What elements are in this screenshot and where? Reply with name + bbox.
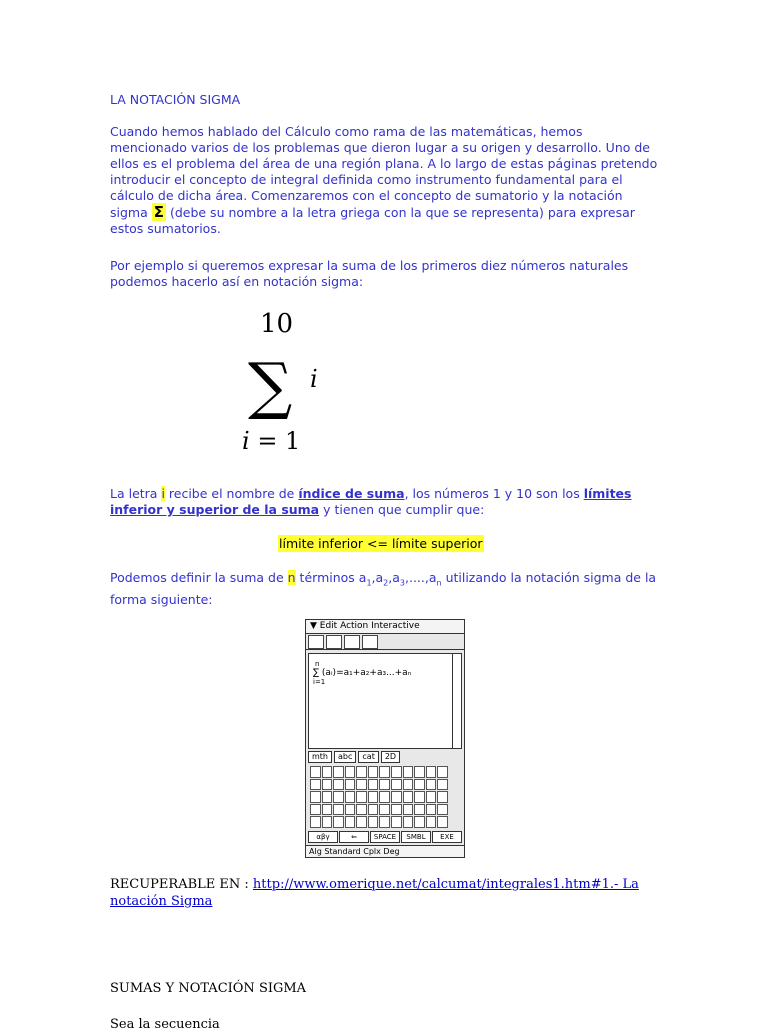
calc-key (414, 804, 425, 816)
calc-menubar: ▼ Edit Action Interactive (306, 620, 464, 634)
calc-tab: cat (358, 751, 378, 763)
calc-key (379, 779, 390, 791)
calc-key (379, 766, 390, 778)
def-n-letter: n (287, 570, 296, 585)
example-paragraph: Por ejemplo si queremos expresar la suma de los primeros diez números naturales podemos hacerlo así en notación sigma: (110, 258, 629, 289)
calc-tool-icon (326, 635, 342, 649)
intro-paragraph (110, 124, 658, 237)
calc-key (379, 804, 390, 816)
calc-key (345, 816, 356, 828)
calc-toolbar (306, 634, 464, 650)
sea-text: Sea la secuencia (110, 1017, 220, 1032)
calc-bottom-keys (308, 831, 462, 843)
calc-key (333, 766, 344, 778)
calc-key (368, 791, 379, 803)
calc-tab: abc (334, 751, 356, 763)
calc-key (368, 766, 379, 778)
calc-key (322, 779, 333, 791)
calc-tab: 2D (381, 751, 400, 763)
sub-2: 2 (383, 578, 389, 588)
calc-key (437, 791, 448, 803)
calc-key (414, 766, 425, 778)
formula-lower-rest: = 1 (249, 427, 301, 455)
sigma-formula (230, 305, 320, 465)
calc-key (333, 791, 344, 803)
sigma-symbol: Σ (153, 203, 164, 221)
calc-expression (313, 660, 411, 686)
calc-bottom-key: ⇐ (339, 831, 369, 843)
calc-key (403, 766, 414, 778)
calc-bottom-key: αβγ (308, 831, 338, 843)
section-title: LA NOTACIÓN SIGMA (110, 92, 241, 107)
calc-key (322, 791, 333, 803)
calc-key (426, 791, 437, 803)
calc-key (356, 816, 367, 828)
calc-key (403, 816, 414, 828)
calc-key (414, 791, 425, 803)
calc-key (379, 816, 390, 828)
calc-key (391, 816, 402, 828)
calc-key (391, 766, 402, 778)
calc-key (437, 779, 448, 791)
calc-key (310, 766, 321, 778)
sub-1: 1 (366, 578, 372, 588)
calc-tool-icon (308, 635, 324, 649)
definition-paragraph (110, 570, 658, 608)
def-text-c: ,a (371, 570, 384, 585)
calc-status-bar: Alg Standard Cplx Deg (306, 845, 464, 857)
calc-key (310, 816, 321, 828)
formula-upper-limit: 10 (260, 309, 294, 339)
calc-tab: mth (308, 751, 332, 763)
sub-3: 3 (399, 578, 405, 588)
calc-tool-icon (362, 635, 378, 649)
calc-key (414, 779, 425, 791)
index-paragraph (110, 486, 658, 518)
calc-screen (308, 653, 454, 749)
intro-text-b: (debe su nombre a la letra griega con la que se representa) para expresar estos sumatorios. (110, 205, 635, 236)
calc-keypad (310, 766, 448, 828)
calc-key (437, 804, 448, 816)
source-reference (110, 876, 658, 910)
calc-key (345, 766, 356, 778)
calc-key (333, 816, 344, 828)
indice-de-suma-link[interactable]: índice de suma (298, 486, 405, 501)
calc-scrollbar (452, 653, 462, 749)
calc-key (403, 804, 414, 816)
calc-key (437, 766, 448, 778)
calc-key (403, 791, 414, 803)
def-text-b: términos a (295, 570, 367, 585)
calc-key (356, 791, 367, 803)
calc-key (391, 779, 402, 791)
calc-key (345, 804, 356, 816)
def-text-a: Podemos definir la suma de (110, 570, 288, 585)
calc-key (368, 804, 379, 816)
calc-key (310, 804, 321, 816)
calc-key (403, 779, 414, 791)
calc-bottom-key: SPACE (370, 831, 400, 843)
calc-expr-top: n (315, 660, 320, 668)
calc-key (437, 816, 448, 828)
calc-key (426, 779, 437, 791)
calc-key (426, 804, 437, 816)
condition-highlight: límite inferior <= límite superior (279, 536, 483, 551)
calc-key (310, 779, 321, 791)
calc-expr-main: ∑ (aᵢ)=a₁+a₂+a₃...+aₙ (313, 668, 412, 678)
calc-tabs (308, 751, 462, 763)
limites-link[interactable]: límites inferior y superior de la suma (110, 486, 632, 517)
calc-key (356, 779, 367, 791)
calc-key (322, 766, 333, 778)
formula-sigma: ∑ (248, 349, 293, 422)
calc-key (356, 766, 367, 778)
formula-lower-var: i (242, 427, 250, 455)
index-text-d: y tienen que cumplir que: (319, 502, 485, 517)
calc-key (310, 791, 321, 803)
source-label: RECUPERABLE EN : (110, 877, 253, 892)
index-text-b: recibe el nombre de (164, 486, 299, 501)
calc-bottom-key: SMBL (401, 831, 431, 843)
calc-key (391, 804, 402, 816)
calc-key (333, 779, 344, 791)
calculator-screenshot (305, 619, 465, 858)
formula-lower-limit (242, 427, 300, 455)
sub-n: n (436, 578, 442, 588)
calc-key (379, 791, 390, 803)
def-text-f: utilizando la notación sigma de la forma siguiente: (110, 570, 657, 607)
calc-key (426, 766, 437, 778)
calc-bottom-key: EXE (432, 831, 462, 843)
index-text-a: La letra (110, 486, 162, 501)
calc-key (333, 804, 344, 816)
calc-key (414, 816, 425, 828)
index-text-c: , los números 1 y 10 son los (404, 486, 584, 501)
index-letter: i (161, 486, 165, 501)
calc-key (345, 779, 356, 791)
calc-key (322, 804, 333, 816)
formula-variable: i (310, 365, 318, 393)
def-text-d: ,a (388, 570, 400, 585)
source-link[interactable]: http://www.omerique.net/calcumat/integrales1.htm#1.- La notación Sigma (110, 877, 639, 909)
calc-key (426, 816, 437, 828)
sumas-heading: SUMAS Y NOTACIÓN SIGMA (110, 981, 307, 996)
calc-key (322, 816, 333, 828)
calc-key (356, 804, 367, 816)
calc-expr-bottom: i=1 (313, 678, 326, 686)
calc-key (391, 791, 402, 803)
calc-key (368, 816, 379, 828)
calc-key (368, 779, 379, 791)
intro-text-a: Cuando hemos hablado del Cálculo como rama de las matemáticas, hemos mencionado varios de los problemas que dieron lugar a su origen y desarrollo. Uno de ellos es el problema del área de una región plana. A lo largo de estas páginas pretendo introducir el concepto de integral definida como instrumento fundamental para el cálculo de dicha área. Comenzaremos con el concepto de sumatorio y la notación sigma (110, 124, 658, 220)
def-text-e: ,....,a (405, 570, 437, 585)
calc-key (345, 791, 356, 803)
calc-tool-icon (344, 635, 360, 649)
